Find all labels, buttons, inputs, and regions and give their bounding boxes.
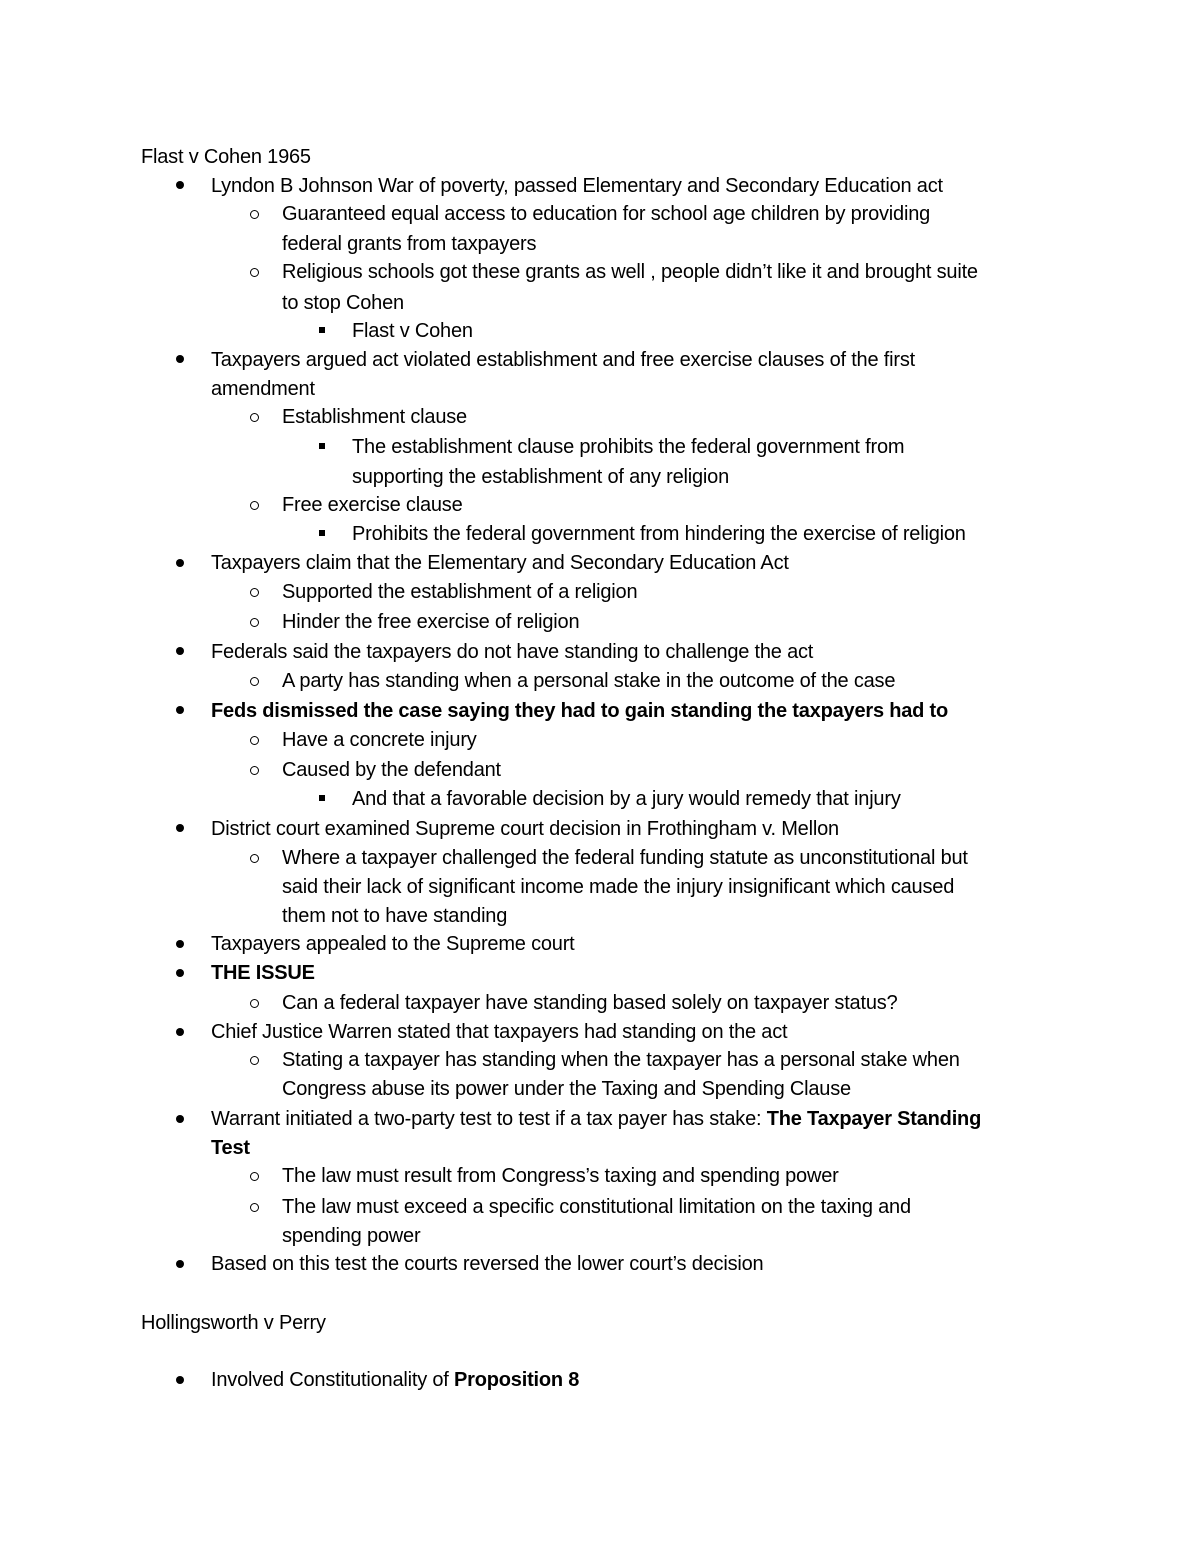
bullet-circle xyxy=(250,677,259,686)
bullet-dot xyxy=(176,355,184,363)
list-item: Supported the establishment of a religion xyxy=(282,581,638,603)
list-item xyxy=(211,1366,579,1395)
list-item: Taxpayers claim that the Elementary and Secondary Education Act xyxy=(211,552,789,574)
bullet-circle xyxy=(250,588,259,597)
bullet-circle xyxy=(250,1172,259,1181)
bullet-circle xyxy=(250,1056,259,1065)
list-item-continued: Test xyxy=(211,1137,250,1159)
bullet-dot xyxy=(176,1260,184,1268)
list-item: A party has standing when a personal stake in the outcome of the case xyxy=(282,670,896,692)
list-item: Have a concrete injury xyxy=(282,729,477,751)
list-item-continued: spending power xyxy=(282,1225,421,1247)
list-item: Where a taxpayer challenged the federal funding statute as unconstitutional but xyxy=(282,847,968,869)
bullet-dot xyxy=(176,940,184,948)
list-item: The law must result from Congress’s taxing and spending power xyxy=(282,1165,839,1187)
bullet-square xyxy=(319,795,325,801)
bullet-dot xyxy=(176,969,184,977)
bullet-dot xyxy=(176,1376,184,1384)
bullet-dot xyxy=(176,559,184,567)
bullet-dot xyxy=(176,706,184,714)
list-item: Caused by the defendant xyxy=(282,759,501,781)
list-item-continued: said their lack of significant income made the injury insignificant which caused xyxy=(282,876,955,898)
bullet-circle xyxy=(250,618,259,627)
list-item-continued: amendment xyxy=(211,378,315,400)
bullet-dot xyxy=(176,1115,184,1123)
bullet-circle xyxy=(250,766,259,775)
list-item xyxy=(211,1105,981,1134)
bullet-circle xyxy=(250,999,259,1008)
bullet-dot xyxy=(176,181,184,189)
list-item: And that a favorable decision by a jury would remedy that injury xyxy=(352,788,901,810)
list-item: Religious schools got these grants as well , people didn’t like it and brought suite xyxy=(282,261,978,283)
bullet-circle xyxy=(250,210,259,219)
list-item: Prohibits the federal government from hindering the exercise of religion xyxy=(352,523,966,545)
list-item: THE ISSUE xyxy=(211,962,315,984)
list-item: Feds dismissed the case saying they had to gain standing the taxpayers had to xyxy=(211,700,949,722)
list-item-continued: supporting the establishment of any religion xyxy=(352,466,729,488)
list-item: Federals said the taxpayers do not have standing to challenge the act xyxy=(211,641,814,663)
list-item: Taxpayers argued act violated establishment and free exercise clauses of the first xyxy=(211,349,915,371)
list-item: Lyndon B Johnson War of poverty, passed Elementary and Secondary Education act xyxy=(211,175,943,197)
bullet-circle xyxy=(250,501,259,510)
list-item-text: Involved Constitutionality of xyxy=(211,1369,455,1391)
list-item: Chief Justice Warren stated that taxpayers had standing on the act xyxy=(211,1021,788,1043)
list-item: The law must exceed a specific constitutional limitation on the taxing and xyxy=(282,1196,911,1218)
list-item: Stating a taxpayer has standing when the taxpayer has a personal stake when xyxy=(282,1049,960,1071)
bullet-dot xyxy=(176,1028,184,1036)
list-item-continued: them not to have standing xyxy=(282,905,508,927)
list-item-continued: Congress abuse its power under the Taxing and Spending Clause xyxy=(282,1078,851,1100)
list-item: Can a federal taxpayer have standing based solely on taxpayer status? xyxy=(282,992,898,1014)
list-item: The establishment clause prohibits the federal government from xyxy=(352,436,905,458)
bullet-circle xyxy=(250,854,259,863)
section-heading: Flast v Cohen 1965 xyxy=(141,146,311,168)
bullet-square xyxy=(319,443,325,449)
bullet-dot xyxy=(176,647,184,655)
bullet-circle xyxy=(250,268,259,277)
list-item: Establishment clause xyxy=(282,406,467,428)
bullet-square xyxy=(319,327,325,333)
list-item: Based on this test the courts reversed the lower court’s decision xyxy=(211,1253,764,1275)
bullet-circle xyxy=(250,413,259,422)
list-item-text: Warrant initiated a two-party test to test if a tax payer has stake: xyxy=(211,1108,767,1130)
list-item: District court examined Supreme court decision in Frothingham v. Mellon xyxy=(211,818,839,840)
section-heading: Hollingsworth v Perry xyxy=(141,1312,326,1334)
list-item-continued: federal grants from taxpayers xyxy=(282,233,537,255)
list-item: Guaranteed equal access to education for school age children by providing xyxy=(282,203,931,225)
list-item-continued: to stop Cohen xyxy=(282,292,404,314)
emphasis-text: The Taxpayer Standing xyxy=(766,1108,982,1130)
emphasis-text: Proposition 8 xyxy=(454,1369,580,1391)
bullet-square xyxy=(319,530,325,536)
list-item: Free exercise clause xyxy=(282,494,463,516)
list-item: Flast v Cohen xyxy=(352,320,473,342)
bullet-dot xyxy=(176,824,184,832)
bullet-circle xyxy=(250,1203,259,1212)
list-item: Taxpayers appealed to the Supreme court xyxy=(211,933,575,955)
bullet-circle xyxy=(250,736,259,745)
list-item: Hinder the free exercise of religion xyxy=(282,611,580,633)
